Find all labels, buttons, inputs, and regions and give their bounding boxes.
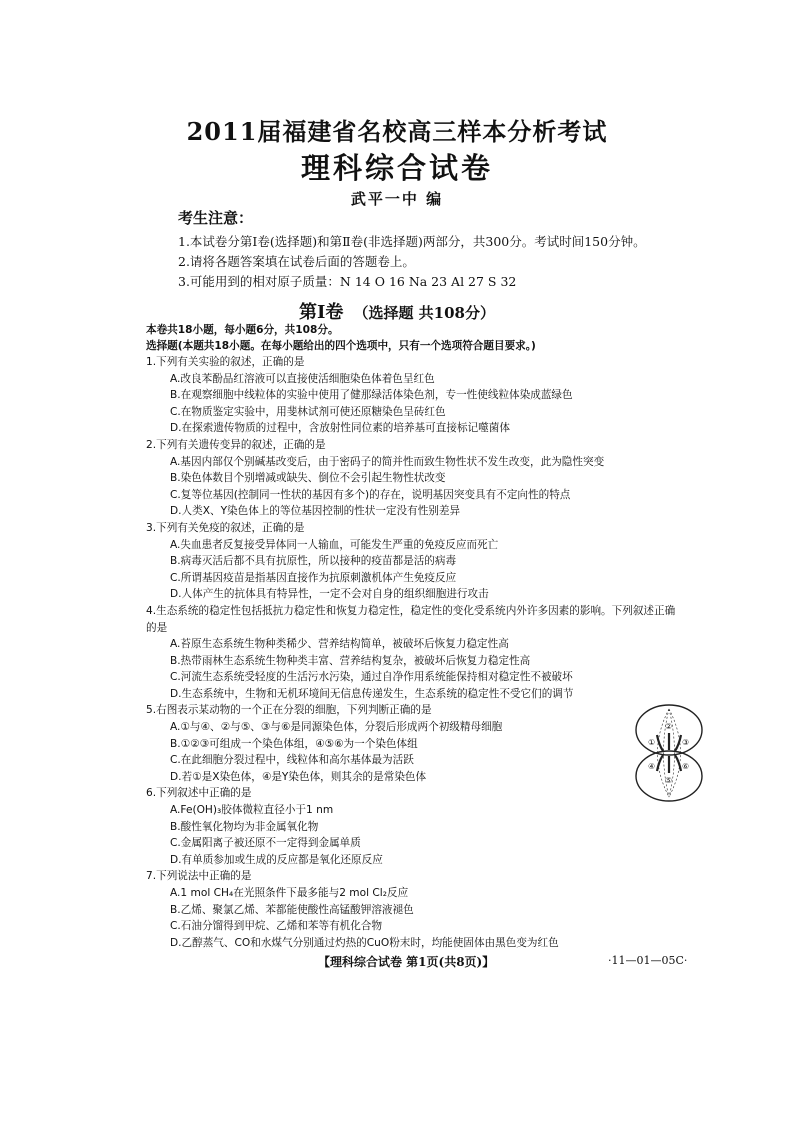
option-d: D.人类X、Y染色体上的等位基因控制的性状一定没有性别差异 xyxy=(170,505,461,518)
chromosome-label: ④ xyxy=(648,762,656,771)
option-a: A.1 mol CH₄在光照条件下最多能与2 mol Cl₂反应 xyxy=(170,887,409,899)
question-4 xyxy=(146,603,746,703)
question-2 xyxy=(146,437,746,520)
exam-title-line2: 理科综合试卷 xyxy=(300,151,493,185)
option-d: D.人体产生的抗体具有特异性，一定不会对自身的组织细胞进行攻击 xyxy=(170,588,489,601)
option-a: A.基因内部仅个别碱基改变后，由于密码子的简并性而致生物性状不发生改变，此为隐性突变 xyxy=(170,455,605,468)
option-b: B.病毒灭活后都不具有抗原性，所以接种的疫苗都是活的病毒 xyxy=(170,555,457,568)
section-instructions: 选择题(本题共18小题。在每小题给出的四个选项中，只有一个选项符合题目要求。) xyxy=(146,340,536,352)
exam-title-line1: 2011届福建省名校高三样本分析考试 xyxy=(186,117,608,146)
section-title: 第Ⅰ卷 xyxy=(299,302,344,323)
cell-division-figure xyxy=(632,703,706,803)
option-a: A.①与④、②与⑤、③与⑥是同源染色体，分裂后形成两个初级精母细胞 xyxy=(170,721,503,734)
question-stem: 6.下列叙述中正确的是 xyxy=(146,787,252,800)
option-b: B.酸性氧化物均为非金属氧化物 xyxy=(170,820,319,833)
option-b: B.①②③可组成一个染色体组，④⑤⑥为一个染色体组 xyxy=(170,737,418,750)
notice-item: 1.本试卷分第Ⅰ卷(选择题)和第Ⅱ卷(非选择题)两部分，共300分。考试时间150分钟。 xyxy=(178,234,646,249)
option-d: D.有单质参加或生成的反应都是氧化还原反应 xyxy=(170,853,383,866)
question-stem: 2.下列有关遗传变异的叙述，正确的是 xyxy=(146,438,326,451)
option-d: D.生态系统中，生物和无机环境间无信息传递发生，生态系统的稳定性不受它们的调节 xyxy=(170,687,574,700)
question-body xyxy=(146,322,746,951)
section-heading xyxy=(0,298,794,324)
option-a: A.失血患者反复接受异体同一人输血，可能发生严重的免疫反应而死亡 xyxy=(170,538,499,551)
question-stem: 1.下列有关实验的叙述，正确的是 xyxy=(146,356,305,368)
question-3 xyxy=(146,520,746,603)
chromosome-label: ② xyxy=(665,722,673,731)
option-a: A.Fe(OH)₃胶体微粒直径小于1 nm xyxy=(170,804,334,817)
chromosome-label: ① xyxy=(648,738,656,747)
option-b: B.热带雨林生态系统生物种类丰富、营养结构复杂，被破坏后恢复力稳定性高 xyxy=(170,654,531,667)
option-c: C.在此细胞分裂过程中，线粒体和高尔基体最为活跃 xyxy=(170,754,414,767)
section-subtitle: （选择题 共108分） xyxy=(353,304,495,322)
section-intro: 本卷共18小题，每小题6分，共108分。 xyxy=(146,324,339,336)
question-1 xyxy=(146,354,746,437)
chromosome-label: ⑥ xyxy=(682,762,690,771)
chromosome xyxy=(675,755,681,771)
option-c: C.金属阳离子被还原不一定得到金属单质 xyxy=(170,837,361,850)
notice-item: 3.可能用到的相对原子质量：N 14 O 16 Na 23 Al 27 S 32 xyxy=(178,274,517,289)
chromosome-label: ⑤ xyxy=(665,776,673,785)
question-7 xyxy=(146,868,746,951)
compiler-line: 武平一中 编 xyxy=(350,190,444,208)
candidate-notice xyxy=(178,207,778,292)
footer-code: ·11—01—05C· xyxy=(608,954,688,967)
option-d: D.若①是X染色体，④是Y染色体，则其余的是常染色体 xyxy=(170,770,427,783)
option-a: A.改良苯酚品红溶液可以直接使活细胞染色体着色呈红色 xyxy=(170,372,435,385)
option-c: C.所谓基因疫苗是指基因直接作为抗原刺激机体产生免疫反应 xyxy=(170,571,457,584)
option-b: B.染色体数目个别增减或缺失、倒位不会引起生物性状改变 xyxy=(170,472,446,485)
option-b: B.在观察细胞中线粒体的实验中使用了健那绿活体染色剂，专一性使线粒体染成蓝绿色 xyxy=(170,389,573,402)
question-stem: 4.生态系统的稳定性包括抵抗力稳定性和恢复力稳定性，稳定性的变化受系统内外许多因素的影响。下列叙述正确的是 xyxy=(146,604,676,634)
chromosome xyxy=(657,755,663,771)
footer-page-info: 【理科综合试卷 第1页(共8页)】 xyxy=(318,955,495,969)
chromosome-label: ③ xyxy=(682,738,690,747)
option-c: C.在物质鉴定实验中，用斐林试剂可使还原糖染色呈砖红色 xyxy=(170,405,446,418)
notice-item: 2.请将各题答案填在试卷后面的答题卷上。 xyxy=(178,254,415,269)
option-d: D.在探索遗传物质的过程中，含放射性同位素的培养基可直接标记噬菌体 xyxy=(170,422,510,435)
option-d: D.乙醇蒸气、CO和水煤气分别通过灼热的CuO粉末时，均能使固体由黑色变为红色 xyxy=(170,936,559,949)
option-c: C.复等位基因(控制同一性状的基因有多个)的存在，说明基因突变具有不定向性的特点 xyxy=(170,488,571,501)
question-stem: 3.下列有关免疫的叙述，正确的是 xyxy=(146,521,305,534)
question-stem: 5.右图表示某动物的一个正在分裂的细胞，下列判断正确的是 xyxy=(146,704,432,717)
notice-heading: 考生注意： xyxy=(178,209,254,227)
question-stem: 7.下列说法中正确的是 xyxy=(146,870,252,883)
option-c: C.石油分馏得到甲烷、乙烯和苯等有机化合物 xyxy=(170,920,383,933)
option-c: C.河流生态系统受轻度的生活污水污染，通过自净作用系统能保持相对稳定性不被破坏 xyxy=(170,671,573,684)
option-a: A.苔原生态系统生物种类稀少、营养结构简单，被破坏后恢复力稳定性高 xyxy=(170,638,509,651)
option-b: B.乙烯、聚氯乙烯、苯都能使酸性高锰酸钾溶液褪色 xyxy=(170,903,414,916)
